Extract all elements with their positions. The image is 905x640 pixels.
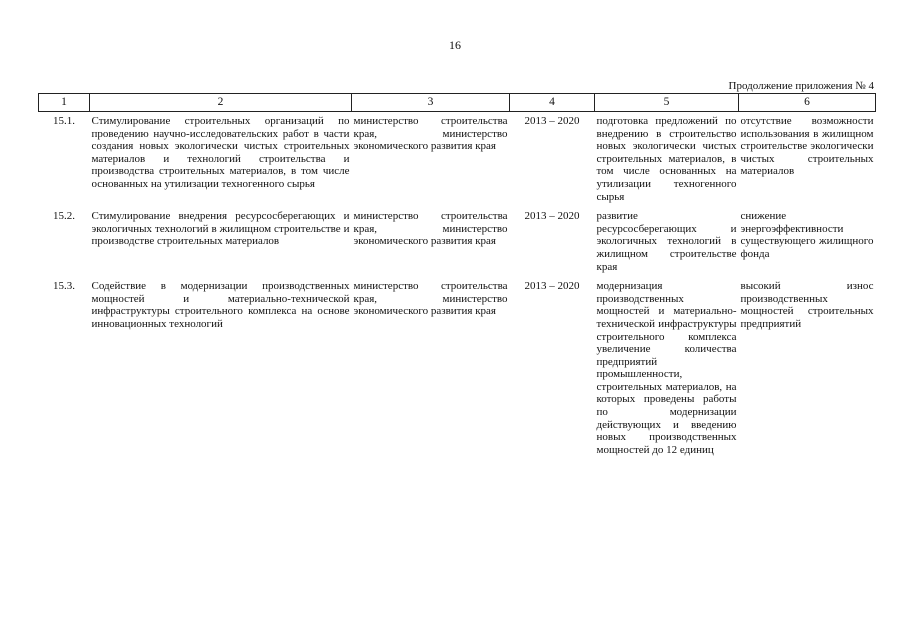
consequence-text: высокий износ производственных мощностей строительных предприятий xyxy=(740,280,874,330)
row-number: 15.1. xyxy=(53,115,75,127)
row-number: 15.2. xyxy=(53,210,75,223)
result-text: развитие ресурсосберегающих и экологичных технологий в жилищном строительстве края xyxy=(596,210,737,273)
row-number: 15.3. xyxy=(53,280,75,293)
measure-text: Стимулирование строительных организаций по проведению научно-исследовательских работ в части создания новых экологически чистых строительных материалов и технологий строительства и производства строительных материалов, в том числе основанных на утилизации техногенного сырья xyxy=(91,115,350,190)
period-text: 2013 – 2020 xyxy=(524,210,580,223)
measures-table xyxy=(38,93,876,460)
executor-text: министерство строительства края, министерство экономического развития края xyxy=(353,115,508,153)
executor-text: министерство строительства края, министерство экономического развития края xyxy=(353,280,508,318)
executor-text: министерство строительства края, министерство экономического развития края xyxy=(353,210,508,248)
table-row xyxy=(39,277,876,460)
table-row xyxy=(39,207,876,277)
continuation-heading: Продолжение приложения № 4 xyxy=(728,80,874,92)
result-text: подготовка предложений по внедрению в строительство новых экологически чистых строительных материалов, в том числе основанных на утилизации техногенного сырья xyxy=(596,115,737,203)
period-text: 2013 – 2020 xyxy=(524,280,580,293)
header-row xyxy=(39,94,876,112)
header-cell-2: 2 xyxy=(90,94,352,112)
table-row xyxy=(39,112,876,208)
page-number: 16 xyxy=(449,38,461,52)
header-cell-5: 5 xyxy=(595,94,739,112)
measure-text: Стимулирование внедрения ресурсосберегающих и экологичных технологий в жилищном строительстве и производстве строительных материалов xyxy=(91,210,350,248)
result-text: модернизация производственных мощностей и материально-технической инфраструктуры строительного комплекса увеличение количества предприятий промышленности, строительных материалов, на которых проведены работы по модернизации действующих и введению новых производственных мощностей до 12 единиц xyxy=(596,280,737,456)
period-text: 2013 – 2020 xyxy=(524,115,580,127)
measure-text: Содействие в модернизации производственных мощностей и материально-технической инфраструктуры строительного комплекса на основе инновационных технологий xyxy=(91,280,350,330)
consequence-text: отсутствие возможности использования в жилищном строительстве экологически чистых строительных материалов xyxy=(740,115,874,178)
consequence-text: снижение энергоэффективности существующего жилищного фонда xyxy=(740,210,874,260)
header-cell-1: 1 xyxy=(39,94,90,112)
header-cell-3: 3 xyxy=(352,94,510,112)
header-cell-6: 6 xyxy=(739,94,876,112)
header-cell-4: 4 xyxy=(510,94,595,112)
